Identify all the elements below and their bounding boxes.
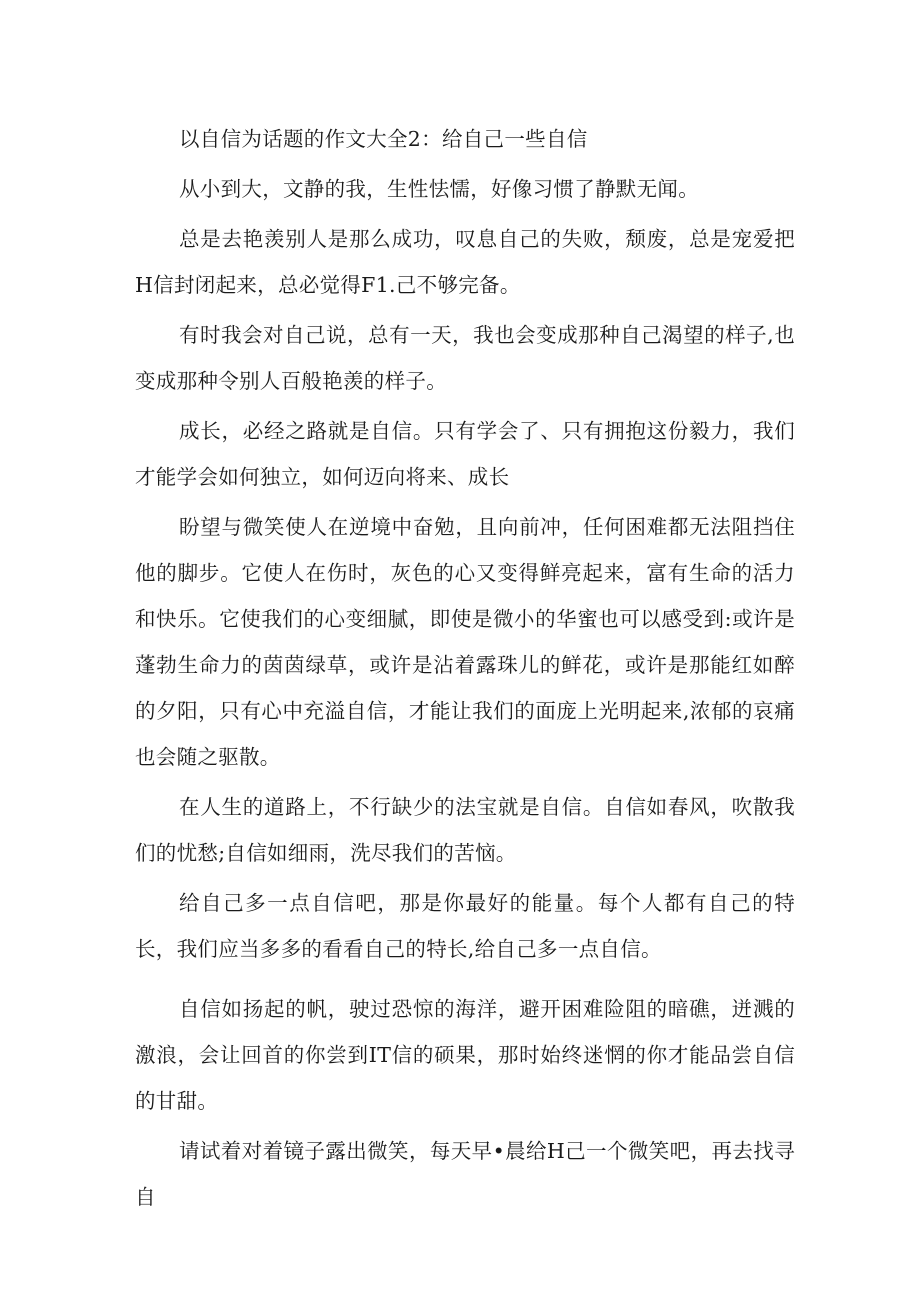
document-title: 以自信为话题的作文大全2：给自己一些自信 [179,127,588,151]
paragraph: 在人生的道路上，不行缺少的法宝就是自信。自信如春风，吹散我们的忧愁;自信如细雨，洗尽我们的苦恼。 [135,795,795,865]
paragraph: 从小到大，文静的我，生性怯懦，好像习惯了静默无闻。 [179,177,699,201]
paragraph: 盼望与微笑使人在逆境中奋勉，且向前冲，任何困难都无法阻挡住他的脚步。它使人在伤时，灰色的心又变得鲜亮起来，富有生命的活力和快乐。它使我们的心变细腻，即使是微小的华蜜也可以感受到:或许是蓬勃生命力的茵茵绿草，或许是沾着露珠儿的鲜花，或许是那能红如醉的夕阳，只有心中充溢自信，才能让我们的面庞上光明起来,浓郁的哀痛也会随之驱散。 [135,515,795,769]
paragraph: 给自己多一点自信吧，那是你最好的能量。每个人都有自己的特长，我们应当多多的看看自己的特长,给自己多一点自信。 [135,891,795,961]
paragraph: 成长，必经之路就是自信。只有学会了、只有拥抱这份毅力，我们才能学会如何独立，如何迈向将来、成长 [135,419,795,489]
paragraph: 请试着对着镜子露出微笑，每天早•晨给H己一个微笑吧，再去找寻自 [135,1139,795,1209]
paragraph: 总是去艳羡别人是那么成功，叹息自己的失败，颓废，总是宠爱把H信封闭起来，总必觉得F1.己不够完备。 [135,227,795,297]
document-body [135,116,795,1224]
paragraph: 有时我会对自己说，总有一天，我也会变成那种自己渴望的样子,也变成那种令别人百般艳羡的样子。 [135,323,795,393]
paragraph: 自信如扬起的帆，驶过恐惊的海洋，避开困难险阻的暗礁，迸溅的激浪，会让回首的你尝到IT信的硕果，那时始终迷惘的你才能品尝自信的甘甜。 [135,997,795,1113]
